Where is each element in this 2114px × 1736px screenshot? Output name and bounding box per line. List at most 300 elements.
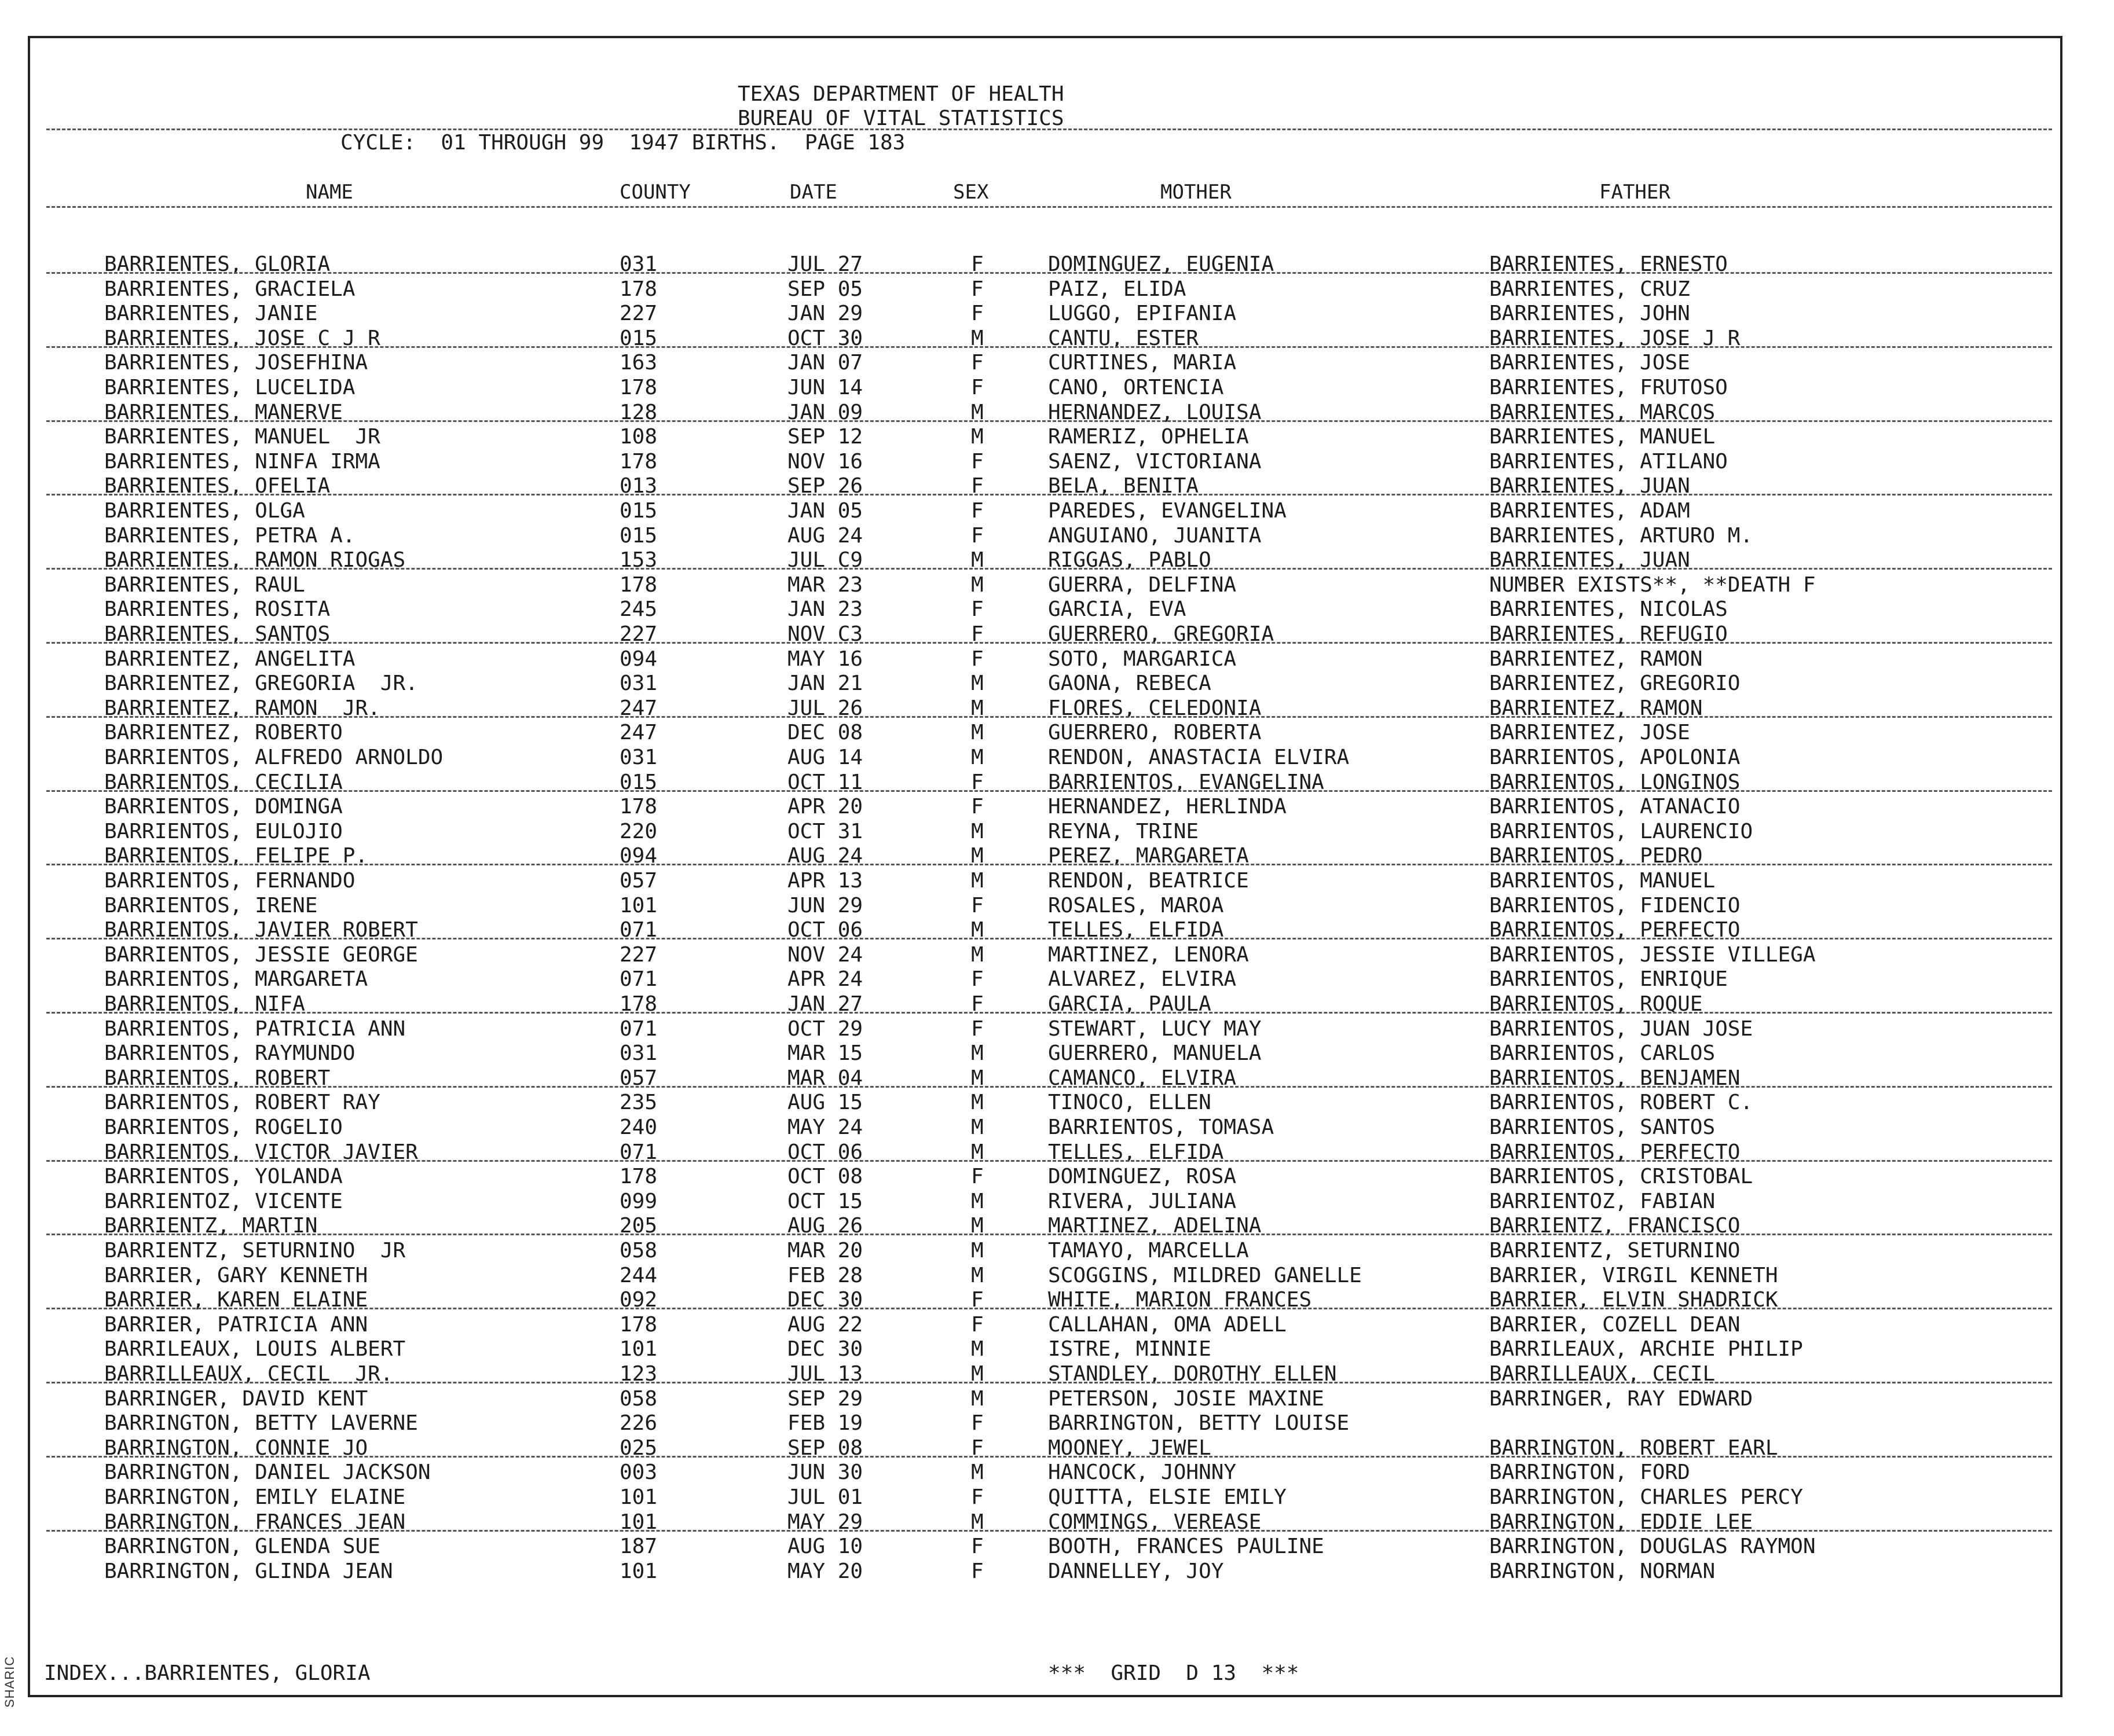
cell-father: BARRIENTOS, ROBERT C. xyxy=(1489,1091,1753,1115)
cell-county: 247 xyxy=(620,721,658,745)
cell-county: 015 xyxy=(620,770,658,794)
cell-county: 015 xyxy=(620,499,658,523)
cell-date: SEP 08 xyxy=(787,1436,863,1460)
cell-name: BARRIENTES, NINFA IRMA xyxy=(104,449,380,474)
table-row xyxy=(30,746,2060,770)
row-rule xyxy=(46,420,2052,422)
cell-county: 031 xyxy=(620,746,658,769)
cell-name: BARRINGTON, CONNIE JO xyxy=(104,1436,368,1460)
cell-sex: M xyxy=(971,1066,984,1090)
cell-sex: M xyxy=(971,1115,984,1139)
cell-county: 178 xyxy=(620,1165,658,1189)
cell-mother: TINOCO, ELLEN xyxy=(1048,1091,1211,1115)
cell-mother: HERNANDEZ, HERLINDA xyxy=(1048,795,1287,819)
cell-sex: F xyxy=(971,967,984,992)
cell-name: BARRIENTOZ, VICENTE xyxy=(104,1189,343,1213)
cell-county: 178 xyxy=(620,376,658,399)
cell-sex: F xyxy=(971,302,984,326)
cell-sex: F xyxy=(971,1436,984,1460)
cell-mother: QUITTA, ELSIE EMILY xyxy=(1048,1485,1287,1509)
cell-date: JUL 13 xyxy=(787,1362,863,1386)
cell-county: 244 xyxy=(620,1263,658,1287)
cell-date: OCT 06 xyxy=(787,1140,863,1164)
cell-father: BARRINGTON, NORMAN xyxy=(1489,1559,1716,1583)
cell-father: BARRIENTES, JUAN xyxy=(1489,548,1690,572)
cell-mother: RENDON, ANASTACIA ELVIRA xyxy=(1048,746,1350,769)
cell-father: BARRIENTES, JOSE xyxy=(1489,351,1690,375)
cell-date: OCT 30 xyxy=(787,326,863,350)
cell-father: BARRIENTZ, FRANCISCO xyxy=(1489,1214,1741,1238)
table-row xyxy=(30,1091,2060,1115)
table-row xyxy=(30,671,2060,696)
cell-name: BARRIENTES, MANERVE xyxy=(104,400,343,424)
cell-sex: M xyxy=(971,819,984,843)
cell-father: BARRINGTON, DOUGLAS RAYMON xyxy=(1489,1535,1816,1559)
cell-father: BARRIENTOS, APOLONIA xyxy=(1489,746,1741,769)
cell-name: BARRIENTOS, PATRICIA ANN xyxy=(104,1016,406,1041)
cell-father: BARRIENTOS, CRISTOBAL xyxy=(1489,1165,1753,1189)
cell-county: 235 xyxy=(620,1091,658,1115)
cell-sex: M xyxy=(971,1091,984,1115)
cell-name: BARRIENTES, ROSITA xyxy=(104,597,331,622)
cell-father: BARRIENTZ, SETURNINO xyxy=(1489,1239,1741,1262)
cell-mother: PAIZ, ELIDA xyxy=(1048,277,1186,301)
cell-sex: M xyxy=(971,326,984,350)
cell-name: BARRIENTOS, NIFA xyxy=(104,992,305,1016)
cell-county: 227 xyxy=(620,942,658,967)
cell-name: BARRIER, PATRICIA ANN xyxy=(104,1312,368,1337)
cell-mother: BOOTH, FRANCES PAULINE xyxy=(1048,1535,1324,1559)
table-row xyxy=(30,1313,2060,1337)
table-row xyxy=(30,1436,2060,1460)
cell-county: 101 xyxy=(620,1510,658,1534)
cell-county: 101 xyxy=(620,1337,658,1361)
cell-name: BARRIENTES, JOSE C J R xyxy=(104,326,380,350)
cell-sex: M xyxy=(971,1041,984,1066)
cell-date: JUN 29 xyxy=(787,893,863,917)
cell-mother: DOMINGUEZ, ROSA xyxy=(1048,1165,1237,1189)
table-row xyxy=(30,844,2060,868)
cell-county: 031 xyxy=(620,252,658,276)
cell-sex: F xyxy=(971,1288,984,1312)
cell-mother: ANGUIANO, JUANITA xyxy=(1048,523,1262,548)
table-row xyxy=(30,1485,2060,1510)
cell-date: JAN 05 xyxy=(787,499,863,523)
table-row xyxy=(30,425,2060,449)
cell-mother: MOONEY, JEWEL xyxy=(1048,1436,1211,1460)
row-rule xyxy=(46,1308,2052,1309)
cell-mother: RAMERIZ, OPHELIA xyxy=(1048,425,1249,449)
cell-sex: M xyxy=(971,671,984,696)
cell-father: BARRIENTOS, CARLOS xyxy=(1489,1041,1716,1066)
cell-father: BARRILLEAUX, CECIL xyxy=(1489,1362,1716,1386)
cell-father: BARRIER, ELVIN SHADRICK xyxy=(1489,1288,1778,1312)
cell-name: BARRIENTZ, MARTIN xyxy=(104,1214,318,1238)
cell-father: BARRIENTOS, PERFECTO xyxy=(1489,1140,1741,1164)
cell-mother: BARRIENTOS, EVANGELINA xyxy=(1048,770,1324,794)
cell-county: 031 xyxy=(620,671,658,696)
cell-father: NUMBER EXISTS**, **DEATH F xyxy=(1489,572,1816,597)
cell-county: 227 xyxy=(620,622,658,646)
cell-name: BARRINGTON, BETTY LAVERNE xyxy=(104,1411,418,1436)
cell-name: BARRIENTES, RAMON RIOGAS xyxy=(104,548,406,572)
cell-date: FEB 19 xyxy=(787,1411,863,1436)
cell-county: 101 xyxy=(620,1485,658,1509)
cell-date: JAN 27 xyxy=(787,992,863,1016)
cell-mother: BELA, BENITA xyxy=(1048,474,1199,498)
cell-sex: F xyxy=(971,474,984,498)
cell-county: 227 xyxy=(620,302,658,326)
cell-sex: F xyxy=(971,1312,984,1337)
cell-name: BARRIENTES, GLORIA xyxy=(104,252,331,276)
column-header-county: COUNTY xyxy=(620,181,691,204)
cell-mother: LUGGO, EPIFANIA xyxy=(1048,302,1237,326)
cell-mother: PAREDES, EVANGELINA xyxy=(1048,499,1287,523)
cell-name: BARRIENTES, MANUEL JR xyxy=(104,425,380,449)
header-rule-1 xyxy=(46,129,2052,130)
cell-sex: F xyxy=(971,1535,984,1559)
cell-mother: ALVAREZ, ELVIRA xyxy=(1048,967,1237,992)
table-row xyxy=(30,1264,2060,1288)
row-rule xyxy=(46,938,2052,939)
table-row xyxy=(30,351,2060,375)
cell-father: BARRIENTES, REFUGIO xyxy=(1489,622,1728,646)
cell-father: BARRIENTES, ADAM xyxy=(1489,499,1690,523)
cell-county: 247 xyxy=(620,696,658,720)
cell-name: BARRIENTES, OFELIA xyxy=(104,474,331,498)
cell-name: BARRIER, GARY KENNETH xyxy=(104,1263,368,1287)
cell-county: 071 xyxy=(620,918,658,942)
cell-date: MAR 20 xyxy=(787,1239,863,1262)
cell-county: 240 xyxy=(620,1115,658,1139)
cell-sex: M xyxy=(971,1263,984,1287)
cell-mother: FLORES, CELEDONIA xyxy=(1048,696,1262,720)
cell-father: BARRINGTON, CHARLES PERCY xyxy=(1489,1485,1803,1509)
cell-county: 094 xyxy=(620,647,658,671)
cell-name: BARRIENTOS, ROGELIO xyxy=(104,1115,343,1139)
column-header-father: FATHER xyxy=(1599,181,1670,204)
table-row xyxy=(30,376,2060,400)
table-row xyxy=(30,1066,2060,1091)
column-header-date: DATE xyxy=(790,181,837,204)
cell-county: 245 xyxy=(620,597,658,622)
table-row xyxy=(30,1460,2060,1485)
table-row xyxy=(30,499,2060,523)
cell-name: BARRIENTEZ, GREGORIA JR. xyxy=(104,671,418,696)
cell-sex: M xyxy=(971,548,984,572)
cell-mother: MARTINEZ, ADELINA xyxy=(1048,1214,1262,1238)
table-row xyxy=(30,647,2060,671)
cell-name: BARRIENTES, SANTOS xyxy=(104,622,331,646)
cell-father: BARRILEAUX, ARCHIE PHILIP xyxy=(1489,1337,1803,1361)
cell-sex: F xyxy=(971,992,984,1016)
cell-father: BARRIENTOS, JESSIE VILLEGA xyxy=(1489,942,1816,967)
cell-mother: PEREZ, MARGARETA xyxy=(1048,844,1249,868)
cell-mother: REYNA, TRINE xyxy=(1048,819,1199,843)
table-row xyxy=(30,1337,2060,1361)
cell-sex: M xyxy=(971,1239,984,1262)
cell-sex: F xyxy=(971,252,984,276)
header-bureau: BUREAU OF VITAL STATISTICS xyxy=(738,107,1064,130)
cell-county: 163 xyxy=(620,351,658,375)
cell-name: BARRINGTON, FRANCES JEAN xyxy=(104,1510,406,1534)
cell-father: BARRIENTOS, LONGINOS xyxy=(1489,770,1741,794)
cell-father: BARRIENTES, NICOLAS xyxy=(1489,597,1728,622)
cell-sex: F xyxy=(971,597,984,622)
cell-county: 071 xyxy=(620,967,658,992)
cell-date: AUG 26 xyxy=(787,1214,863,1238)
cell-sex: F xyxy=(971,1016,984,1041)
cell-county: 058 xyxy=(620,1239,658,1262)
cell-name: BARRIENTOS, JESSIE GEORGE xyxy=(104,942,418,967)
cell-date: MAR 15 xyxy=(787,1041,863,1066)
cell-date: DEC 08 xyxy=(787,721,863,745)
cell-father: BARRIENTES, ARTURO M. xyxy=(1489,523,1753,548)
cell-name: BARRINGTON, DANIEL JACKSON xyxy=(104,1460,431,1485)
cell-mother: MARTINEZ, LENORA xyxy=(1048,942,1249,967)
cell-county: 178 xyxy=(620,572,658,597)
row-rule xyxy=(46,864,2052,865)
cell-date: AUG 14 xyxy=(787,746,863,769)
table-row xyxy=(30,524,2060,548)
table-row xyxy=(30,302,2060,326)
cell-county: 178 xyxy=(620,795,658,819)
table-row xyxy=(30,770,2060,795)
table-row xyxy=(30,721,2060,745)
cell-county: 101 xyxy=(620,1559,658,1583)
cell-father: BARRINGTON, EDDIE LEE xyxy=(1489,1510,1753,1534)
cell-sex: F xyxy=(971,449,984,474)
cell-father: BARRIENTOS, LAURENCIO xyxy=(1489,819,1753,843)
row-rule xyxy=(46,272,2052,274)
cell-name: BARRIENTOS, FERNANDO xyxy=(104,869,356,893)
cell-sex: F xyxy=(971,647,984,671)
cell-mother: BARRINGTON, BETTY LOUISE xyxy=(1048,1411,1350,1436)
cell-name: BARRINGER, DAVID KENT xyxy=(104,1386,368,1411)
cell-father: BARRIENTOS, BENJAMEN xyxy=(1489,1066,1741,1090)
cell-county: 205 xyxy=(620,1214,658,1238)
table-row xyxy=(30,967,2060,992)
table-row xyxy=(30,1387,2060,1411)
column-header-sex: SEX xyxy=(953,181,989,204)
cell-county: 220 xyxy=(620,819,658,843)
cell-date: MAR 04 xyxy=(787,1066,863,1090)
cell-mother: GUERRERO, MANUELA xyxy=(1048,1041,1262,1066)
cell-sex: F xyxy=(971,770,984,794)
cell-sex: M xyxy=(971,696,984,720)
cell-date: JAN 29 xyxy=(787,302,863,326)
cell-county: 058 xyxy=(620,1386,658,1411)
cell-father: BARRIENTOS, PERFECTO xyxy=(1489,918,1741,942)
cell-date: DEC 30 xyxy=(787,1288,863,1312)
table-row xyxy=(30,1140,2060,1165)
cell-county: 025 xyxy=(620,1436,658,1460)
cell-county: 094 xyxy=(620,844,658,868)
table-row xyxy=(30,1288,2060,1312)
cell-date: JUL 26 xyxy=(787,696,863,720)
cell-mother: SOTO, MARGARICA xyxy=(1048,647,1237,671)
cell-mother: TELLES, ELFIDA xyxy=(1048,918,1224,942)
cell-sex: M xyxy=(971,425,984,449)
cell-father: BARRIER, COZELL DEAN xyxy=(1489,1312,1741,1337)
row-rule xyxy=(46,1086,2052,1088)
cell-sex: M xyxy=(971,1189,984,1213)
cell-mother: HERNANDEZ, LOUISA xyxy=(1048,400,1262,424)
cell-date: OCT 15 xyxy=(787,1189,863,1213)
cell-father: BARRIENTEZ, JOSE xyxy=(1489,721,1690,745)
cell-mother: HANCOCK, JOHNNY xyxy=(1048,1460,1237,1485)
cell-name: BARRIENTEZ, RAMON JR. xyxy=(104,696,380,720)
cell-mother: GUERRERO, GREGORIA xyxy=(1048,622,1274,646)
cell-date: OCT 11 xyxy=(787,770,863,794)
cell-name: BARRIENTES, PETRA A. xyxy=(104,523,356,548)
cell-county: 178 xyxy=(620,277,658,301)
row-rule xyxy=(46,346,2052,348)
cell-father: BARRIER, VIRGIL KENNETH xyxy=(1489,1263,1778,1287)
table-row xyxy=(30,401,2060,425)
cell-sex: M xyxy=(971,869,984,893)
cell-date: JAN 23 xyxy=(787,597,863,622)
row-rule xyxy=(46,568,2052,570)
cell-date: SEP 29 xyxy=(787,1386,863,1411)
cell-date: OCT 08 xyxy=(787,1165,863,1189)
cell-county: 178 xyxy=(620,992,658,1016)
cell-name: BARRIENTOS, ALFREDO ARNOLDO xyxy=(104,746,444,769)
cell-mother: PETERSON, JOSIE MAXINE xyxy=(1048,1386,1324,1411)
cell-name: BARRIENTEZ, ROBERTO xyxy=(104,721,343,745)
cell-name: BARRINGTON, GLINDA JEAN xyxy=(104,1559,393,1583)
cell-name: BARRIENTOS, MARGARETA xyxy=(104,967,368,992)
table-row xyxy=(30,1165,2060,1189)
cell-father: BARRIENTOS, JUAN JOSE xyxy=(1489,1016,1753,1041)
cell-mother: RENDON, BEATRICE xyxy=(1048,869,1249,893)
cell-mother: GAONA, REBECA xyxy=(1048,671,1211,696)
table-row xyxy=(30,597,2060,622)
cell-county: 071 xyxy=(620,1016,658,1041)
cell-date: OCT 06 xyxy=(787,918,863,942)
cell-date: AUG 10 xyxy=(787,1535,863,1559)
cell-date: NOV C3 xyxy=(787,622,863,646)
cell-date: JAN 07 xyxy=(787,351,863,375)
table-row xyxy=(30,1559,2060,1584)
header-cycle: CYCLE: 01 THROUGH 99 1947 BIRTHS. PAGE 183 xyxy=(340,131,906,155)
cell-date: JUL 01 xyxy=(787,1485,863,1509)
cell-date: AUG 24 xyxy=(787,523,863,548)
cell-mother: RIVERA, JULIANA xyxy=(1048,1189,1237,1213)
cell-mother: ROSALES, MAROA xyxy=(1048,893,1224,917)
cell-name: BARRINGTON, EMILY ELAINE xyxy=(104,1485,406,1509)
table-row xyxy=(30,573,2060,597)
cell-name: BARRIENTOS, VICTOR JAVIER xyxy=(104,1140,418,1164)
cell-county: 187 xyxy=(620,1535,658,1559)
cell-date: SEP 05 xyxy=(787,277,863,301)
cell-sex: M xyxy=(971,1140,984,1164)
cell-mother: RIGGAS, PABLO xyxy=(1048,548,1211,572)
footer-index: INDEX...BARRIENTES, GLORIA xyxy=(44,1661,371,1685)
table-row xyxy=(30,1017,2060,1041)
row-rule xyxy=(46,1012,2052,1014)
cell-date: NOV 16 xyxy=(787,449,863,474)
cell-county: 178 xyxy=(620,449,658,474)
cell-date: JUN 30 xyxy=(787,1460,863,1485)
table-row xyxy=(30,696,2060,721)
row-rule xyxy=(46,1530,2052,1532)
row-rule xyxy=(46,494,2052,496)
cell-date: MAY 24 xyxy=(787,1115,863,1139)
cell-name: BARRIENTES, GRACIELA xyxy=(104,277,356,301)
table-row xyxy=(30,820,2060,844)
cell-county: 013 xyxy=(620,474,658,498)
cell-mother: GARCIA, PAULA xyxy=(1048,992,1211,1016)
cell-date: SEP 26 xyxy=(787,474,863,498)
cell-name: BARRINGTON, GLENDA SUE xyxy=(104,1535,380,1559)
column-header-mother: MOTHER xyxy=(1160,181,1232,204)
cell-sex: M xyxy=(971,721,984,745)
cell-sex: F xyxy=(971,376,984,399)
row-rule xyxy=(46,1456,2052,1458)
cell-date: NOV 24 xyxy=(787,942,863,967)
cell-date: AUG 24 xyxy=(787,844,863,868)
cell-county: 153 xyxy=(620,548,658,572)
cell-county: 128 xyxy=(620,400,658,424)
cell-father: BARRIENTES, JOSE J R xyxy=(1489,326,1741,350)
cell-county: 099 xyxy=(620,1189,658,1213)
table-row xyxy=(30,1362,2060,1386)
cell-name: BARRIENTOS, EULOJIO xyxy=(104,819,343,843)
cell-name: BARRIENTES, JOSEFHINA xyxy=(104,351,368,375)
cell-name: BARRIENTES, OLGA xyxy=(104,499,305,523)
cell-date: MAY 29 xyxy=(787,1510,863,1534)
cell-county: 178 xyxy=(620,1312,658,1337)
cell-father: BARRIENTEZ, RAMON xyxy=(1489,647,1703,671)
cell-date: OCT 29 xyxy=(787,1016,863,1041)
cell-sex: F xyxy=(971,893,984,917)
row-rule xyxy=(46,642,2052,644)
cell-county: 057 xyxy=(620,1066,658,1090)
cell-date: JUN 14 xyxy=(787,376,863,399)
cell-mother: CAMANCO, ELVIRA xyxy=(1048,1066,1237,1090)
cell-father: BARRIENTOS, ATANACIO xyxy=(1489,795,1741,819)
table-row xyxy=(30,1115,2060,1140)
cell-father: BARRIENTES, MARCOS xyxy=(1489,400,1716,424)
record-sheet xyxy=(28,36,2062,1697)
cell-name: BARRIENTEZ, ANGELITA xyxy=(104,647,356,671)
cell-sex: M xyxy=(971,1214,984,1238)
cell-sex: M xyxy=(971,1386,984,1411)
cell-mother: STEWART, LUCY MAY xyxy=(1048,1016,1262,1041)
cell-county: 123 xyxy=(620,1362,658,1386)
cell-father: BARRIENTOS, FIDENCIO xyxy=(1489,893,1741,917)
table-row xyxy=(30,622,2060,647)
cell-date: APR 24 xyxy=(787,967,863,992)
cell-name: BARRIENTOS, YOLANDA xyxy=(104,1165,343,1189)
cell-name: BARRIENTES, RAUL xyxy=(104,572,305,597)
cell-date: OCT 31 xyxy=(787,819,863,843)
cell-sex: F xyxy=(971,1485,984,1509)
cell-father: BARRIENTOS, PEDRO xyxy=(1489,844,1703,868)
cell-father: BARRIENTOZ, FABIAN xyxy=(1489,1189,1716,1213)
cell-county: 092 xyxy=(620,1288,658,1312)
cell-sex: F xyxy=(971,1165,984,1189)
cell-sex: F xyxy=(971,277,984,301)
row-rule xyxy=(46,1234,2052,1235)
cell-father: BARRIENTES, FRUTOSO xyxy=(1489,376,1728,399)
cell-sex: M xyxy=(971,1362,984,1386)
cell-father: BARRINGTON, FORD xyxy=(1489,1460,1690,1485)
table-row xyxy=(30,1214,2060,1238)
cell-father: BARRINGER, RAY EDWARD xyxy=(1489,1386,1753,1411)
cell-county: 071 xyxy=(620,1140,658,1164)
